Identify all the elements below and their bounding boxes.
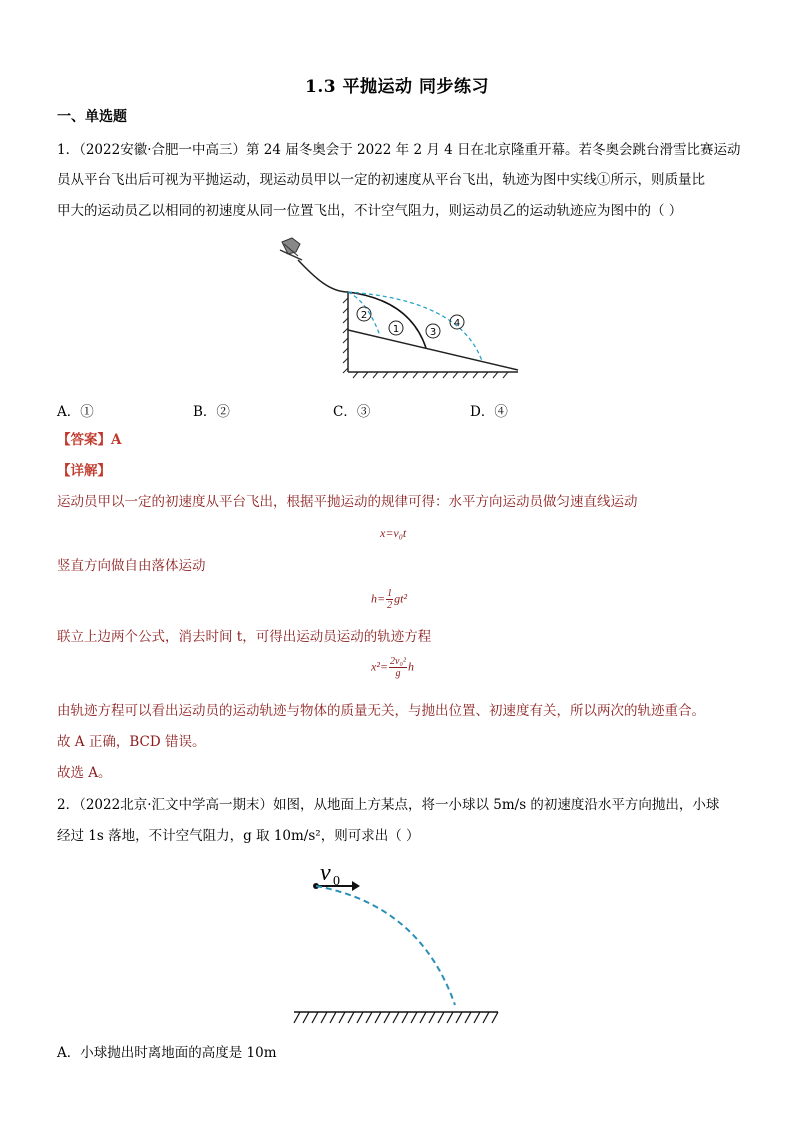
q1-explanation-4: 由轨迹方程可以看出运动员的运动轨迹与物体的质量无关，与抛出位置、初速度有关，所以两次的轨迹重合。	[57, 703, 705, 719]
svg-text:2: 2	[360, 310, 368, 321]
formula-trajectory-left: x²=	[371, 659, 389, 674]
velocity-label: v	[320, 860, 331, 886]
q1-stem-line-3: 甲大的运动员乙以相同的初速度从同一位置飞出，不计空气阻力，则运动员乙的运动轨迹应为图中的（ ）	[57, 203, 683, 219]
svg-text:4: 4	[453, 318, 461, 329]
formula-vertical-left: h=	[371, 591, 386, 606]
ramp-curve	[298, 260, 348, 292]
formula-vertical	[371, 588, 407, 611]
q1-option-a[interactable]: A．①	[57, 404, 94, 420]
svg-text:1: 1	[392, 324, 400, 335]
q1-option-c[interactable]: C．③	[333, 404, 371, 420]
label-1	[389, 321, 403, 335]
formula-vertical-right: gt²	[394, 591, 408, 606]
q1-stem-line-2: 员从平台飞出后可视为平抛运动，现运动员甲以一定的初速度从平台飞出，轨迹为图中实线①所示，则质量比	[57, 172, 705, 188]
q1-answer: 【答案】A	[57, 432, 122, 448]
formula-trajectory	[371, 656, 414, 679]
q1-option-d[interactable]: D．④	[470, 404, 508, 420]
fraction-half-den: 2	[387, 600, 393, 611]
formula-horizontal: x=v₀t	[380, 526, 407, 540]
projectile-figure	[290, 855, 505, 1030]
skier-icon	[280, 238, 302, 260]
q1-detail-label: 【详解】	[57, 463, 111, 479]
section-heading: 一、单选题	[57, 109, 127, 125]
q2-stem-line-2: 经过 1s 落地，不计空气阻力，g 取 10m/s²，则可求出（ ）	[57, 828, 420, 844]
q1-explanation-3: 联立上边两个公式，消去时间 t，可得出运动员运动的轨迹方程	[57, 629, 432, 645]
page-title: 1.3 平抛运动 同步练习	[305, 77, 489, 97]
q2-stem-line-1: 2．（2022北京·汇文中学高一期末）如图，从地面上方某点，将一小球以 5m/s 的初速度沿水平方向抛出，小球	[57, 797, 720, 813]
velocity-subscript: 0	[333, 874, 340, 889]
svg-text:3: 3	[429, 327, 437, 338]
ski-jump-figure	[270, 230, 530, 380]
fraction-trajectory-den: g	[395, 668, 401, 679]
q2-option-a[interactable]: A．小球抛出时离地面的高度是 10m	[57, 1045, 277, 1061]
fraction-trajectory-num: 2v₀²	[390, 656, 406, 667]
arrow-right-icon	[352, 881, 360, 891]
q1-stem-line-1: 1．（2022安徽·合肥一中高三）第 24 届冬奥会于 2022 年 2 月 4 日在北京隆重开幕。若冬奥会跳台滑雪比赛运动	[57, 142, 741, 158]
fraction-half	[386, 588, 393, 611]
fraction-half-num: 1	[387, 588, 393, 599]
q1-explanation-5: 故 A 正确，BCD 错误。	[57, 734, 206, 750]
ground-hatching	[353, 372, 508, 378]
q1-explanation-6: 故选 A。	[57, 765, 112, 781]
label-3	[426, 324, 440, 338]
q1-explanation-1: 运动员甲以一定的初速度从平台飞出，根据平抛运动的规律可得：水平方向运动员做匀速直线运动	[57, 494, 638, 510]
q1-option-b[interactable]: B．②	[193, 404, 230, 420]
formula-trajectory-right: h	[407, 659, 414, 674]
fraction-trajectory	[389, 656, 407, 679]
projectile-path	[316, 886, 455, 1005]
q1-explanation-2: 竖直方向做自由落体运动	[57, 558, 206, 574]
label-4	[450, 315, 464, 329]
label-2	[357, 307, 371, 321]
ground-hatching-2	[294, 1012, 498, 1023]
